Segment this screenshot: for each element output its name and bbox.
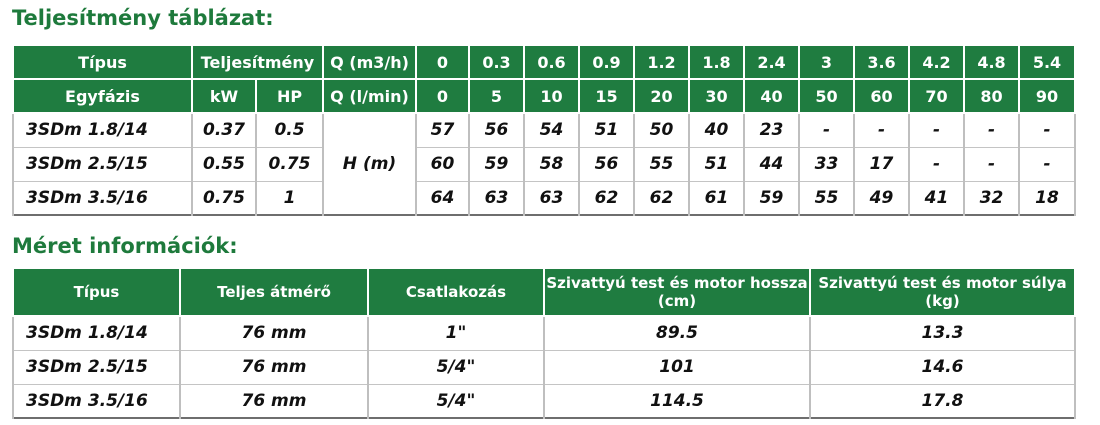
pump-type: 3SDm 2.5/15 bbox=[13, 147, 192, 181]
power-kw: 0.75 bbox=[192, 181, 256, 215]
head-value: 62 bbox=[579, 181, 634, 215]
power-hp: 0.75 bbox=[256, 147, 323, 181]
size-header-connection: Csatlakozás bbox=[368, 268, 544, 316]
size-header-row bbox=[13, 268, 1075, 316]
header-q-value: 0 bbox=[416, 45, 469, 79]
size-row bbox=[13, 384, 1075, 418]
header-q-value: 1.8 bbox=[689, 45, 744, 79]
head-value: 41 bbox=[909, 181, 964, 215]
head-value: 55 bbox=[634, 147, 689, 181]
head-value: - bbox=[1019, 147, 1075, 181]
connection-value: 5/4" bbox=[368, 350, 544, 384]
head-value: 60 bbox=[416, 147, 469, 181]
head-value: - bbox=[854, 113, 909, 147]
header-q-value: 4.2 bbox=[909, 45, 964, 79]
connection-value: 1" bbox=[368, 316, 544, 350]
header-q-value: 0.3 bbox=[469, 45, 524, 79]
head-value: 44 bbox=[744, 147, 799, 181]
head-value: 63 bbox=[469, 181, 524, 215]
size-header-diameter: Teljes átmérő bbox=[180, 268, 368, 316]
size-header-length: Szivattyú test és motor hossza (cm) bbox=[544, 268, 810, 316]
size-table-title: Méret információk: bbox=[12, 234, 238, 258]
head-value: - bbox=[1019, 113, 1075, 147]
weight-value: 13.3 bbox=[810, 316, 1075, 350]
head-value: 50 bbox=[634, 113, 689, 147]
header-q-value: 4.8 bbox=[964, 45, 1019, 79]
performance-table bbox=[12, 44, 1076, 216]
diameter-value: 76 mm bbox=[180, 350, 368, 384]
performance-row bbox=[13, 147, 1075, 181]
size-table bbox=[12, 267, 1076, 419]
head-value: 56 bbox=[469, 113, 524, 147]
header-q-lmin-value: 80 bbox=[964, 79, 1019, 113]
pump-type: 3SDm 3.5/16 bbox=[13, 181, 192, 215]
performance-header-row-2 bbox=[13, 79, 1075, 113]
length-value: 89.5 bbox=[544, 316, 810, 350]
diameter-value: 76 mm bbox=[180, 384, 368, 418]
head-value: 18 bbox=[1019, 181, 1075, 215]
length-value: 101 bbox=[544, 350, 810, 384]
head-label: H (m) bbox=[323, 113, 416, 215]
head-value: 59 bbox=[744, 181, 799, 215]
head-value: 49 bbox=[854, 181, 909, 215]
header-q-value: 1.2 bbox=[634, 45, 689, 79]
head-value: 59 bbox=[469, 147, 524, 181]
header-q-m3h: Q (m3/h) bbox=[323, 45, 416, 79]
pump-type: 3SDm 2.5/15 bbox=[13, 350, 180, 384]
head-value: - bbox=[964, 113, 1019, 147]
head-value: 51 bbox=[579, 113, 634, 147]
head-value: 33 bbox=[799, 147, 854, 181]
head-value: 64 bbox=[416, 181, 469, 215]
power-hp: 0.5 bbox=[256, 113, 323, 147]
header-kw: kW bbox=[192, 79, 256, 113]
performance-table-title: Teljesítmény táblázat: bbox=[12, 6, 274, 30]
performance-header-row-1 bbox=[13, 45, 1075, 79]
head-value: 62 bbox=[634, 181, 689, 215]
header-q-value: 5.4 bbox=[1019, 45, 1075, 79]
weight-value: 14.6 bbox=[810, 350, 1075, 384]
size-row bbox=[13, 350, 1075, 384]
header-q-lmin-value: 15 bbox=[579, 79, 634, 113]
head-value: 40 bbox=[689, 113, 744, 147]
head-value: 54 bbox=[524, 113, 579, 147]
header-q-lmin-value: 50 bbox=[799, 79, 854, 113]
header-q-value: 0.9 bbox=[579, 45, 634, 79]
header-q-lmin-value: 20 bbox=[634, 79, 689, 113]
header-q-value: 3.6 bbox=[854, 45, 909, 79]
connection-value: 5/4" bbox=[368, 384, 544, 418]
header-q-lmin-value: 40 bbox=[744, 79, 799, 113]
power-kw: 0.37 bbox=[192, 113, 256, 147]
head-value: 56 bbox=[579, 147, 634, 181]
pump-type: 3SDm 3.5/16 bbox=[13, 384, 180, 418]
header-q-lmin: Q (l/min) bbox=[323, 79, 416, 113]
header-q-lmin-value: 60 bbox=[854, 79, 909, 113]
head-value: - bbox=[799, 113, 854, 147]
head-value: 63 bbox=[524, 181, 579, 215]
size-header-tipus: Típus bbox=[13, 268, 180, 316]
header-q-lmin-value: 70 bbox=[909, 79, 964, 113]
head-value: 32 bbox=[964, 181, 1019, 215]
head-value: 55 bbox=[799, 181, 854, 215]
pump-type: 3SDm 1.8/14 bbox=[13, 316, 180, 350]
header-q-lmin-value: 30 bbox=[689, 79, 744, 113]
header-q-lmin-value: 90 bbox=[1019, 79, 1075, 113]
header-q-lmin-value: 0 bbox=[416, 79, 469, 113]
performance-row bbox=[13, 181, 1075, 215]
head-value: 58 bbox=[524, 147, 579, 181]
head-value: 61 bbox=[689, 181, 744, 215]
head-value: 51 bbox=[689, 147, 744, 181]
header-hp: HP bbox=[256, 79, 323, 113]
power-kw: 0.55 bbox=[192, 147, 256, 181]
header-egyfazis: Egyfázis bbox=[13, 79, 192, 113]
size-header-weight: Szivattyú test és motor súlya (kg) bbox=[810, 268, 1075, 316]
head-value: 17 bbox=[854, 147, 909, 181]
length-value: 114.5 bbox=[544, 384, 810, 418]
head-value: 23 bbox=[744, 113, 799, 147]
header-q-lmin-value: 10 bbox=[524, 79, 579, 113]
pump-type: 3SDm 1.8/14 bbox=[13, 113, 192, 147]
diameter-value: 76 mm bbox=[180, 316, 368, 350]
size-row bbox=[13, 316, 1075, 350]
header-tipus: Típus bbox=[13, 45, 192, 79]
performance-row bbox=[13, 113, 1075, 147]
head-value: 57 bbox=[416, 113, 469, 147]
header-teljesitmeny: Teljesítmény bbox=[192, 45, 323, 79]
weight-value: 17.8 bbox=[810, 384, 1075, 418]
header-q-lmin-value: 5 bbox=[469, 79, 524, 113]
header-q-value: 3 bbox=[799, 45, 854, 79]
head-value: - bbox=[909, 113, 964, 147]
header-q-value: 0.6 bbox=[524, 45, 579, 79]
head-value: - bbox=[964, 147, 1019, 181]
head-value: - bbox=[909, 147, 964, 181]
power-hp: 1 bbox=[256, 181, 323, 215]
header-q-value: 2.4 bbox=[744, 45, 799, 79]
